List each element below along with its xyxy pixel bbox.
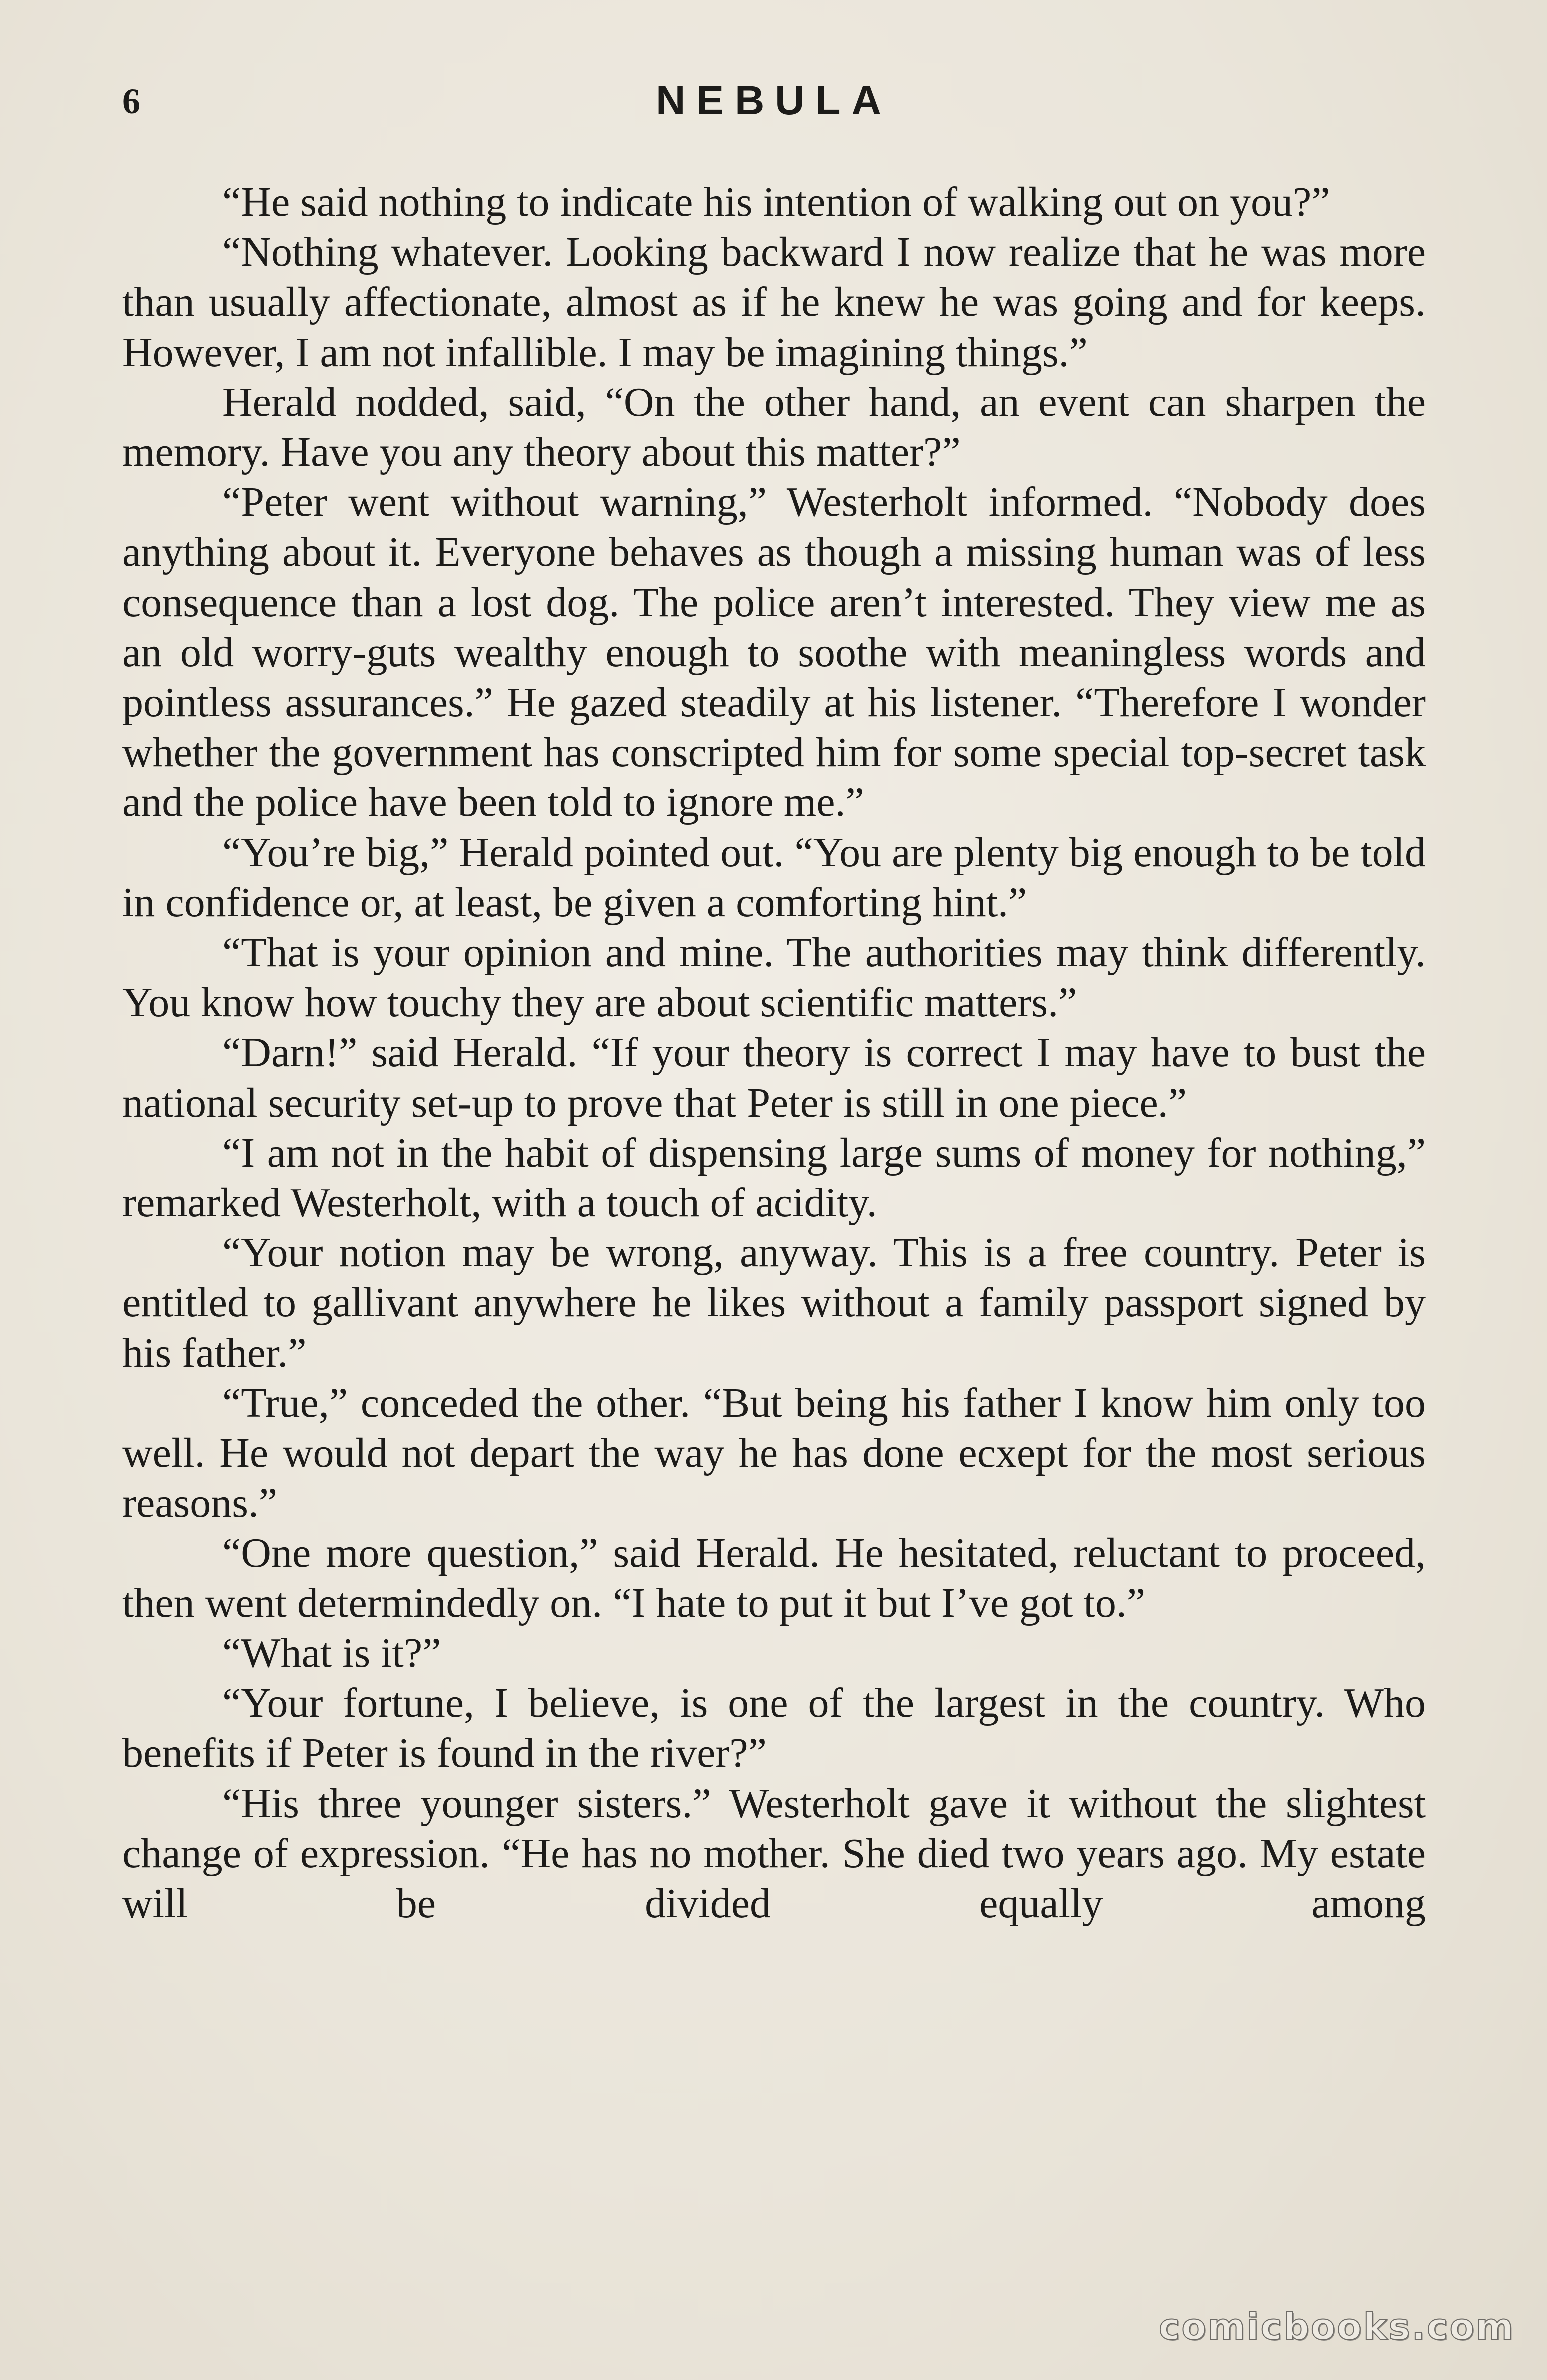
paragraph: “You’re big,” Herald pointed out. “You are plenty big enough to be told in confidence or, at least, be given a comforting hint.” <box>122 829 1426 926</box>
paragraph: “That is your opinion and mine. The authorities may think differently. You know how touchy they are about scientific matters.” <box>122 929 1426 1026</box>
paragraph: “One more question,” said Herald. He hesitated, reluctant to proceed, then went determindedly on. “I hate to put it but I’ve got to.” <box>122 1530 1426 1626</box>
paragraph: “Nothing whatever. Looking backward I now realize that he was more than usually affectionate, almost as if he knew he was going and for keeps. However, I am not infallible. I may be imagining things.” <box>122 229 1426 376</box>
site-watermark: comicbooks.com <box>1159 2306 1515 2348</box>
running-head: NEBULA <box>656 78 892 123</box>
paragraph: Herald nodded, said, “On the other hand, an event can sharpen the memory. Have you any theory about this matter?” <box>122 379 1426 476</box>
body-text <box>122 177 1426 1929</box>
paragraph: “Darn!” said Herald. “If your theory is correct I may have to bust the national security set-up to prove that Peter is still in one piece.” <box>122 1029 1426 1126</box>
paragraph: “Peter went without warning,” Westerholt informed. “Nobody does anything about it. Everyone behaves as though a missing human was of less consequence than a lost dog. The police aren’t interested. They view me as an old worry-guts wealthy enough to soothe with meaningless words and pointless assurances.” He gazed steadily at his listener. “Therefore I wonder whether the government has conscripted him for some special top-secret task and the police have been told to ignore me.” <box>122 479 1426 826</box>
paragraph: “Your fortune, I believe, is one of the largest in the country. Who benefits if Peter is found in the river?” <box>122 1680 1426 1777</box>
page-number: 6 <box>122 81 140 121</box>
paragraph-continued: “His three younger sisters.” Westerholt gave it without the slightest change of expression. “He has no mother. She died two years ago. My estate will be divided equally among <box>122 1780 1426 1927</box>
paragraph: “I am not in the habit of dispensing large sums of money for nothing,” remarked Westerholt, with a touch of acidity. <box>122 1129 1426 1226</box>
paragraph: “What is it?” <box>222 1629 441 1676</box>
page-header <box>122 75 1426 135</box>
paragraph: “True,” conceded the other. “But being his father I know him only too well. He would not depart the way he has done ecxept for the most serious reasons.” <box>122 1379 1426 1527</box>
paragraph: “He said nothing to indicate his intention of walking out on you?” <box>222 179 1330 225</box>
paragraph: “Your notion may be wrong, anyway. This is a free country. Peter is entitled to gallivant anywhere he likes without a family passport signed by his father.” <box>122 1229 1426 1376</box>
